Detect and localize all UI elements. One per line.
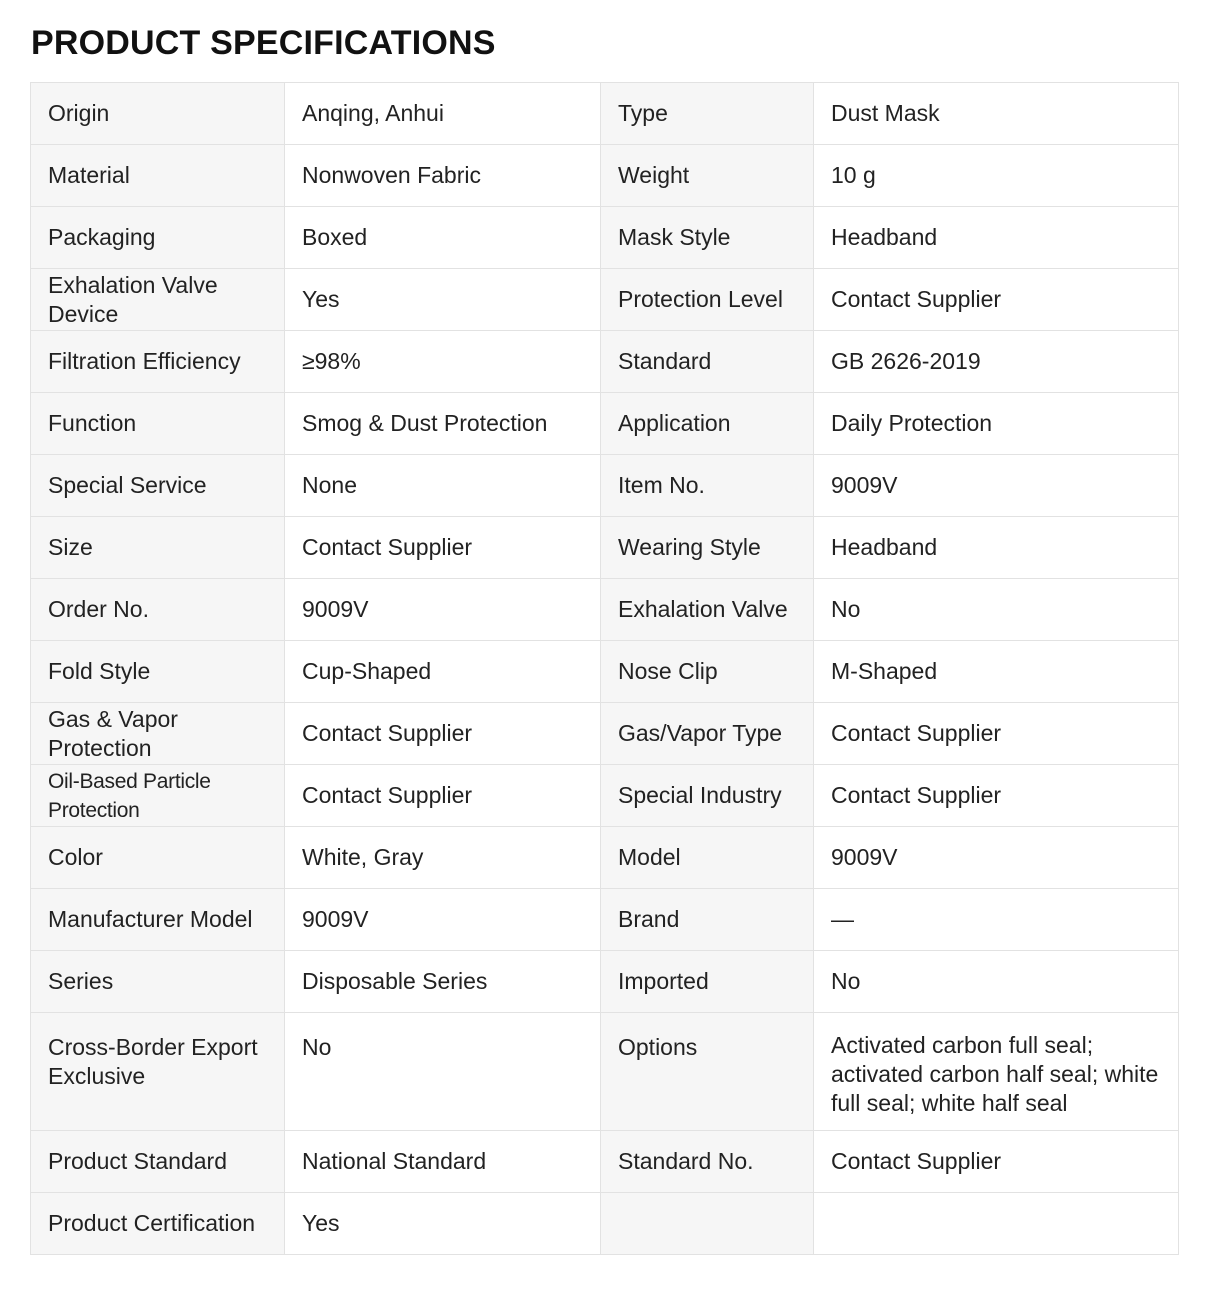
spec-value: Headband [814, 517, 1179, 579]
spec-label: Special Industry [601, 765, 814, 827]
spec-value: 9009V [285, 579, 601, 641]
spec-value: No [285, 1013, 601, 1131]
table-row [31, 641, 1179, 703]
spec-value: 9009V [285, 889, 601, 951]
table-row [31, 703, 1179, 765]
spec-table-body [31, 83, 1179, 1255]
spec-value: Yes [285, 1193, 601, 1255]
spec-label: Color [31, 827, 285, 889]
spec-label: Application [601, 393, 814, 455]
spec-value: — [814, 889, 1179, 951]
spec-value [814, 1193, 1179, 1255]
spec-value: Boxed [285, 207, 601, 269]
spec-value: Cup-Shaped [285, 641, 601, 703]
spec-value: Contact Supplier [814, 1131, 1179, 1193]
spec-value: Anqing, Anhui [285, 83, 601, 145]
spec-value: Activated carbon full seal; activated carbon half seal; white full seal; white half seal [814, 1013, 1179, 1131]
spec-label: Origin [31, 83, 285, 145]
table-row [31, 393, 1179, 455]
spec-value: Contact Supplier [285, 765, 601, 827]
spec-value: Daily Protection [814, 393, 1179, 455]
spec-label: Gas & Vapor Protection [31, 703, 285, 765]
spec-label: Wearing Style [601, 517, 814, 579]
spec-label: Type [601, 83, 814, 145]
spec-label: Gas/Vapor Type [601, 703, 814, 765]
table-row [31, 1193, 1179, 1255]
spec-value: M-Shaped [814, 641, 1179, 703]
spec-value: No [814, 579, 1179, 641]
spec-value: Yes [285, 269, 601, 331]
spec-value: No [814, 951, 1179, 1013]
spec-label: Oil-Based Particle Protection [31, 765, 285, 827]
spec-value: Contact Supplier [285, 703, 601, 765]
spec-label: Function [31, 393, 285, 455]
table-row [31, 1013, 1179, 1131]
spec-value: None [285, 455, 601, 517]
spec-label: Item No. [601, 455, 814, 517]
spec-label: Fold Style [31, 641, 285, 703]
spec-label: Size [31, 517, 285, 579]
spec-label: Standard No. [601, 1131, 814, 1193]
spec-value: Nonwoven Fabric [285, 145, 601, 207]
spec-label: Options [601, 1013, 814, 1131]
spec-value: Smog & Dust Protection [285, 393, 601, 455]
spec-label: Material [31, 145, 285, 207]
table-row [31, 517, 1179, 579]
table-row [31, 889, 1179, 951]
spec-value: Contact Supplier [285, 517, 601, 579]
table-row [31, 579, 1179, 641]
spec-label: Filtration Efficiency [31, 331, 285, 393]
table-row [31, 269, 1179, 331]
spec-value: Contact Supplier [814, 269, 1179, 331]
table-row [31, 331, 1179, 393]
table-row [31, 455, 1179, 517]
spec-value: Contact Supplier [814, 703, 1179, 765]
spec-label: Exhalation Valve Device [31, 269, 285, 331]
table-row [31, 951, 1179, 1013]
spec-label: Exhalation Valve [601, 579, 814, 641]
table-row [31, 827, 1179, 889]
spec-value: ≥98% [285, 331, 601, 393]
spec-label: Imported [601, 951, 814, 1013]
spec-label: Mask Style [601, 207, 814, 269]
spec-label: Product Standard [31, 1131, 285, 1193]
spec-label: Brand [601, 889, 814, 951]
spec-label: Cross-Border Export Exclusive [31, 1013, 285, 1131]
spec-value: 10 g [814, 145, 1179, 207]
spec-label: Packaging [31, 207, 285, 269]
table-row [31, 207, 1179, 269]
spec-label: Series [31, 951, 285, 1013]
spec-value: National Standard [285, 1131, 601, 1193]
table-row [31, 83, 1179, 145]
spec-value: Disposable Series [285, 951, 601, 1013]
spec-label: Manufacturer Model [31, 889, 285, 951]
spec-value: White, Gray [285, 827, 601, 889]
spec-label: Product Certification [31, 1193, 285, 1255]
spec-label: Weight [601, 145, 814, 207]
spec-label [601, 1193, 814, 1255]
spec-value: 9009V [814, 455, 1179, 517]
spec-label: Model [601, 827, 814, 889]
spec-label: Special Service [31, 455, 285, 517]
spec-table [30, 82, 1179, 1255]
table-row [31, 145, 1179, 207]
spec-value: Headband [814, 207, 1179, 269]
spec-label: Protection Level [601, 269, 814, 331]
spec-label: Standard [601, 331, 814, 393]
table-row [31, 1131, 1179, 1193]
table-row [31, 765, 1179, 827]
spec-value: Dust Mask [814, 83, 1179, 145]
spec-label: Order No. [31, 579, 285, 641]
page-title: PRODUCT SPECIFICATIONS [31, 24, 496, 62]
spec-value: GB 2626-2019 [814, 331, 1179, 393]
spec-value: 9009V [814, 827, 1179, 889]
spec-label: Nose Clip [601, 641, 814, 703]
spec-value: Contact Supplier [814, 765, 1179, 827]
